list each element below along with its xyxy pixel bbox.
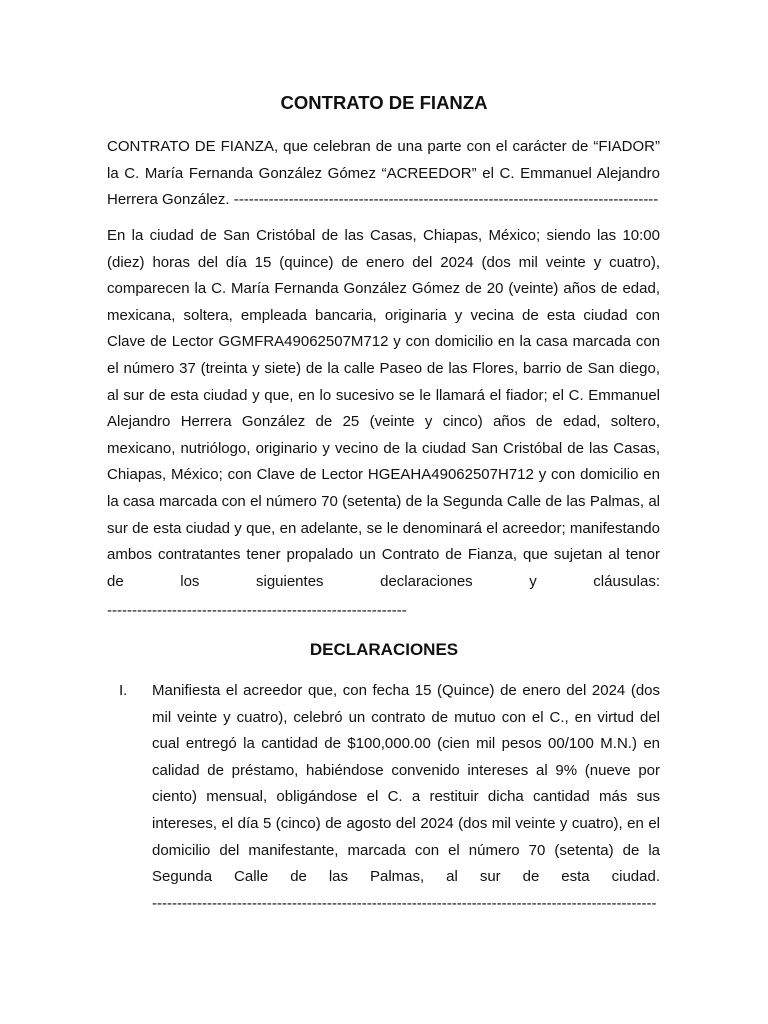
declaraciones-heading: DECLARACIONES <box>309 640 459 659</box>
document-title: CONTRATO DE FIANZA <box>280 92 488 113</box>
body-paragraph-dashes: ------------------------------------------------------------ <box>107 602 407 619</box>
declaration-number: I. <box>119 682 128 699</box>
body-paragraph: En la ciudad de San Cristóbal de las Casas, Chiapas, México; siendo las 10:00 (diez) horas del día 15 (quince) de enero del 2024 (dos mil veinte y cuatro), comparecen la C. María Fernanda González Gómez de 20 (veinte) años de edad, mexicana, soltera, empleada bancaria, originaria y vecina de esta ciudad con Clave de Lector GGMFRA49062507M712 y con domicilio en la casa marcada con el número 37 (treinta y siete) de la calle Paseo de las Flores, barrio de San diego, al sur de esta ciudad y que, en lo sucesivo se le llamará el fiador; el C. Emmanuel Alejandro Herrera González de 25 (veinte y cinco) años de edad, soltero, mexicano, nutriólogo, originario y vecino de la ciudad San Cristóbal de las Casas, Chiapas, México; con Clave de Lector HGEAHA49062507H712 y con domicilio en la casa marcada con el número 70 (setenta) de la Segunda Calle de las Palmas, al sur de esta ciudad y que, en adelante, se le denominará el acreedor; manifestando ambos contratantes tener propalado un Contrato de Fianza, que sujetan al tenor de los siguientes declaraciones y cláusulas: <box>107 227 660 590</box>
declaration-text: Manifiesta el acreedor que, con fecha 15 (Quince) de enero del 2024 (dos mil veinte y cuatro), celebró un contrato de mutuo con el C., en virtud del cual entregó la cantidad de $100,000.00 (cien mil pesos 00/100 M.N.) en calidad de préstamo, habiéndose convenido intereses al 9% (nueve por ciento) mensual, obligándose el C. a restituir dicha cantidad más sus intereses, el día 5 (cinco) de agosto del 2024 (dos mil veinte y cuatro), en el domicilio del manifestante, marcada con el número 70 (setenta) de la Segunda Calle de las Palmas, al sur de esta ciudad. <box>152 682 660 886</box>
declaration-dashes: ----------------------------------------------------------------------------------------------------- <box>152 895 657 912</box>
intro-paragraph: CONTRATO DE FIANZA, que celebran de una parte con el carácter de “FIADOR” la C. María Fernanda González Gómez “ACREEDOR” el C. Emmanuel Alejandro Herrera González. ------------------------------------------------------------------------------------- <box>107 138 660 209</box>
